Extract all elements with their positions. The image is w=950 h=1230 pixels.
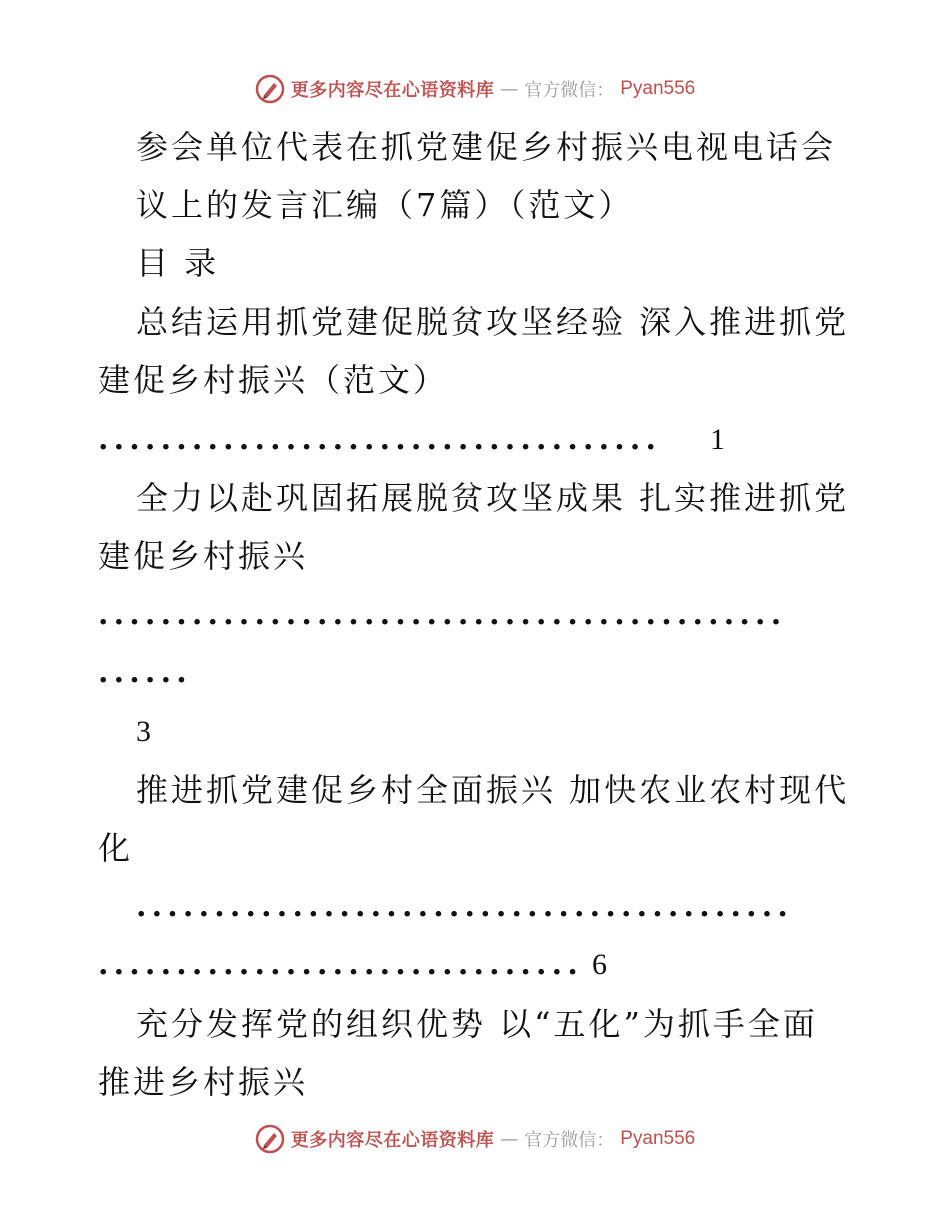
toc-entry-3-leader-line-1: .......................................... — [136, 889, 794, 924]
watermark-text: 更多内容尽在心语资料库 — [290, 1130, 495, 1151]
doc-title-line-1: 参会单位代表在抓党建促乡村振兴电视电话会 — [136, 128, 837, 166]
watermark-footer — [0, 1122, 950, 1156]
toc-entry-2-title-line-1: 全力以赴巩固拓展脱贫攻坚成果 扎实推进抓党 — [136, 479, 850, 517]
toc-entry-3-page: 6 — [592, 948, 607, 981]
watermark-text: 更多内容尽在心语资料库 — [290, 80, 495, 101]
doc-title-line-2: 议上的发言汇编（7篇）（范文） — [136, 186, 634, 224]
toc-entry-1-page: 1 — [710, 423, 725, 456]
watermark-header — [0, 72, 950, 106]
toc-entry-4-title-line-2: 推进乡村振兴 — [98, 1063, 309, 1101]
watermark-label: 官方微信： — [524, 1130, 615, 1151]
toc-entry-1-title-line-1: 总结运用抓党建促脱贫攻坚经验 深入推进抓党 — [136, 303, 850, 341]
toc-entry-1-title-line-2: 建促乡村振兴（范文） — [98, 361, 449, 399]
toc-entry-2-leader-line-1: ............................................ — [98, 597, 787, 632]
toc-entry-2-title-line-2: 建促乡村振兴 — [98, 537, 309, 575]
watermark-id: Pyan556 — [620, 1128, 696, 1149]
watermark-separator: — — [500, 78, 519, 100]
toc-entry-3-title-line-1: 推进抓党建促乡村全面振兴 加快农业农村现代 — [136, 771, 850, 809]
watermark-label: 官方微信： — [524, 80, 615, 101]
watermark-separator: — — [500, 1128, 519, 1150]
toc-entry-3-leader-line-2: ............................... — [98, 947, 583, 982]
pen-logo-icon — [255, 1124, 285, 1154]
toc-entry-4-title-line-1: 充分发挥党的组织优势 以“五化”为抓手全面 — [136, 1005, 818, 1043]
watermark-id: Pyan556 — [620, 78, 696, 99]
toc-heading: 目 录 — [136, 244, 220, 282]
pen-logo-icon — [255, 74, 285, 104]
toc-entry-2-page: 3 — [136, 715, 151, 748]
toc-entry-1-leader: .................................... — [98, 422, 662, 457]
toc-entry-2-leader-line-2: ...... — [98, 655, 192, 690]
toc-entry-3-title-line-2: 化 — [98, 829, 134, 867]
